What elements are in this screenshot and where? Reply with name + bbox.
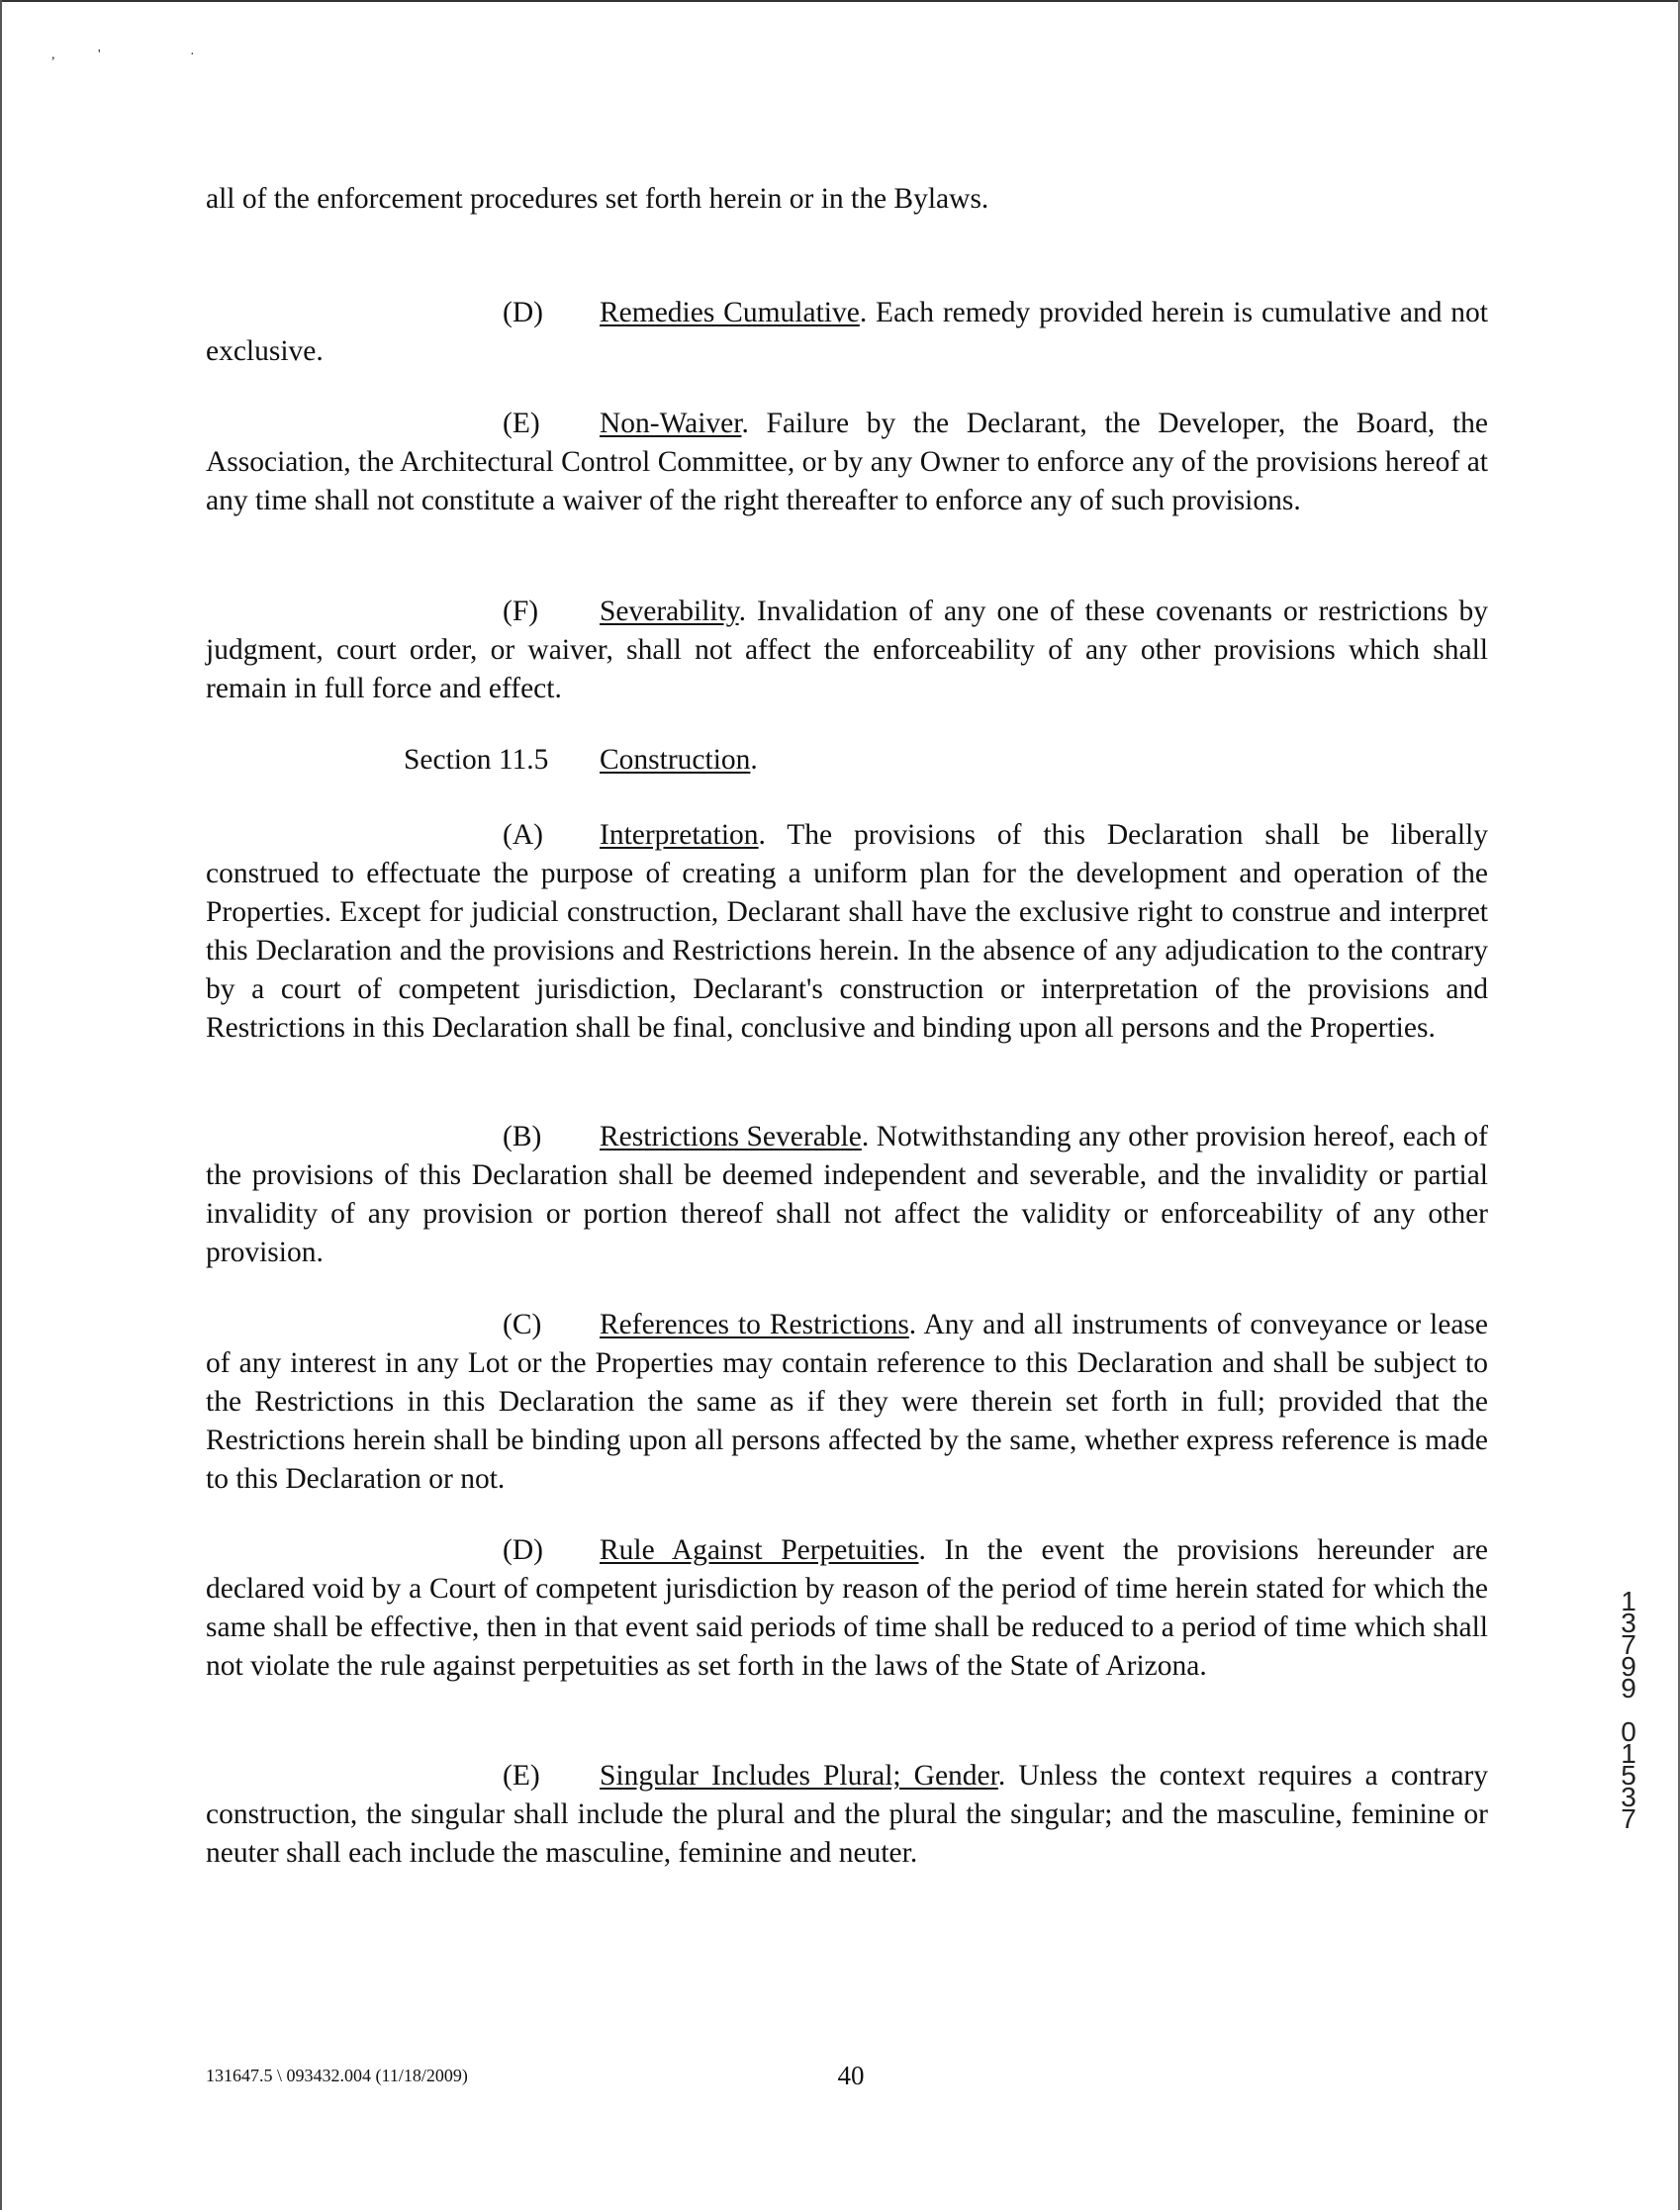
recording-stamp	[1611, 1586, 1646, 1834]
paragraph-text: . Invalidation of any one of these covenants or restrictions by judgment, court order, or waiver, shall not affect the enforceability of any other provisions which shall remain in full force and effect.	[206, 596, 1488, 704]
paragraph-label: (E)	[503, 408, 540, 439]
paragraph-text: . Unless the context requires a contrary construction, the singular shall include the plural and the plural the singular; and the masculine, feminine or neuter shall each include the masculine, feminine and neuter.	[206, 1760, 1488, 1869]
scan-specks: , ' ·	[51, 47, 215, 62]
paragraph-text: . Any and all instruments of conveyance or lease of any interest in any Lot or the Properties may contain reference to this Declaration and shall be subject to the Restrictions in this Declaration the same as if they were therein set forth in full; provided that the Restrictions herein shall be binding upon all persons affected by the same, whether express reference is made to this Declaration or not.	[206, 1309, 1488, 1495]
stamp-character: 1	[1621, 1738, 1636, 1769]
paragraph-heading: Non-Waiver	[600, 408, 742, 439]
paragraph-heading: Severability	[600, 596, 739, 627]
paragraph-heading: References to Restrictions	[600, 1309, 909, 1340]
section-label: Section 11.5	[404, 744, 549, 776]
paragraph-heading: Restrictions Severable	[600, 1121, 862, 1152]
non-waiver-paragraph	[206, 405, 1488, 520]
paragraph-heading: Interpretation	[600, 819, 759, 851]
stamp-character: 5	[1621, 1760, 1636, 1791]
intro-paragraph: all of the enforcement procedures set forth herein or in the Bylaws.	[206, 183, 989, 215]
paragraph-text: . Notwithstanding any other provision hereof, each of the provisions of this Declaration shall be deemed independent and severable, and the invalidity or partial invalidity of any provision or portion thereof shall not affect the validity or enforceability of any other provision.	[206, 1121, 1488, 1268]
page-number: 40	[837, 2061, 865, 2090]
paragraph-label: (A)	[503, 819, 543, 851]
paragraph-text: . Each remedy provided herein is cumulative and not exclusive.	[206, 297, 1488, 367]
stamp-character: 9	[1621, 1651, 1636, 1682]
paragraph-heading: Singular Includes Plural; Gender	[600, 1760, 998, 1792]
stamp-character: 3	[1621, 1782, 1636, 1812]
restrictions-severable-paragraph	[206, 1118, 1488, 1272]
paragraph-heading: Remedies Cumulative	[600, 297, 860, 328]
references-paragraph	[206, 1306, 1488, 1499]
paragraph-label: (D)	[503, 1534, 543, 1566]
paragraph-label: (C)	[503, 1309, 542, 1340]
paragraph-heading: Rule Against Perpetuities	[600, 1534, 919, 1566]
perpetuities-paragraph	[206, 1531, 1488, 1686]
stamp-character: 1	[1621, 1586, 1636, 1616]
singular-plural-paragraph	[206, 1757, 1488, 1873]
section-heading	[206, 741, 1488, 780]
page-edge-top	[0, 0, 1680, 2]
paragraph-label: (D)	[503, 297, 543, 328]
paragraph-label: (F)	[503, 596, 539, 627]
page-edge-left	[0, 0, 2, 2210]
paragraph-text: . Failure by the Declarant, the Developer, the Board, the Association, the Architectural Control Committee, or by any Owner to enforce any of the provisions hereof at any time shall not constitute a waiver of the right thereafter to enforce any of such provisions.	[206, 408, 1488, 516]
interpretation-paragraph	[206, 816, 1488, 1048]
paragraph-text: . The provisions of this Declaration shall be liberally construed to effectuate the purpose of creating a uniform plan for the development and operation of the Properties. Except for judicial construction, Declarant shall have the exclusive right to construe and interpret this Declaration and the provisions and Restrictions herein. In the absence of any adjudication to the contrary by a court of competent jurisdiction, Declarant's construction or interpretation of the provisions and Restrictions in this Declaration shall be final, conclusive and binding upon all persons and the Properties.	[206, 819, 1488, 1044]
paragraph-text: . In the event the provisions hereunder are declared void by a Court of competent jurisdiction by reason of the period of time herein stated for which the same shall be effective, then in that event said periods of time shall be reduced to a period of time which shall not violate the rule against perpetuities as set forth in the laws of the State of Arizona.	[206, 1534, 1488, 1682]
section-title: Construction	[600, 744, 751, 776]
footer-reference: 131647.5 \ 093432.004 (11/18/2009)	[206, 2066, 468, 2085]
paragraph-label: (E)	[503, 1760, 540, 1792]
stamp-character: 9	[1621, 1673, 1636, 1704]
section-suffix: .	[750, 744, 758, 776]
stamp-character: 7	[1621, 1629, 1636, 1660]
stamp-character: 3	[1621, 1608, 1636, 1638]
paragraph-label: (B)	[503, 1121, 542, 1152]
remedies-cumulative-paragraph	[206, 294, 1488, 371]
stamp-character: 7	[1621, 1803, 1636, 1834]
severability-paragraph	[206, 593, 1488, 708]
stamp-character: 0	[1621, 1716, 1636, 1747]
